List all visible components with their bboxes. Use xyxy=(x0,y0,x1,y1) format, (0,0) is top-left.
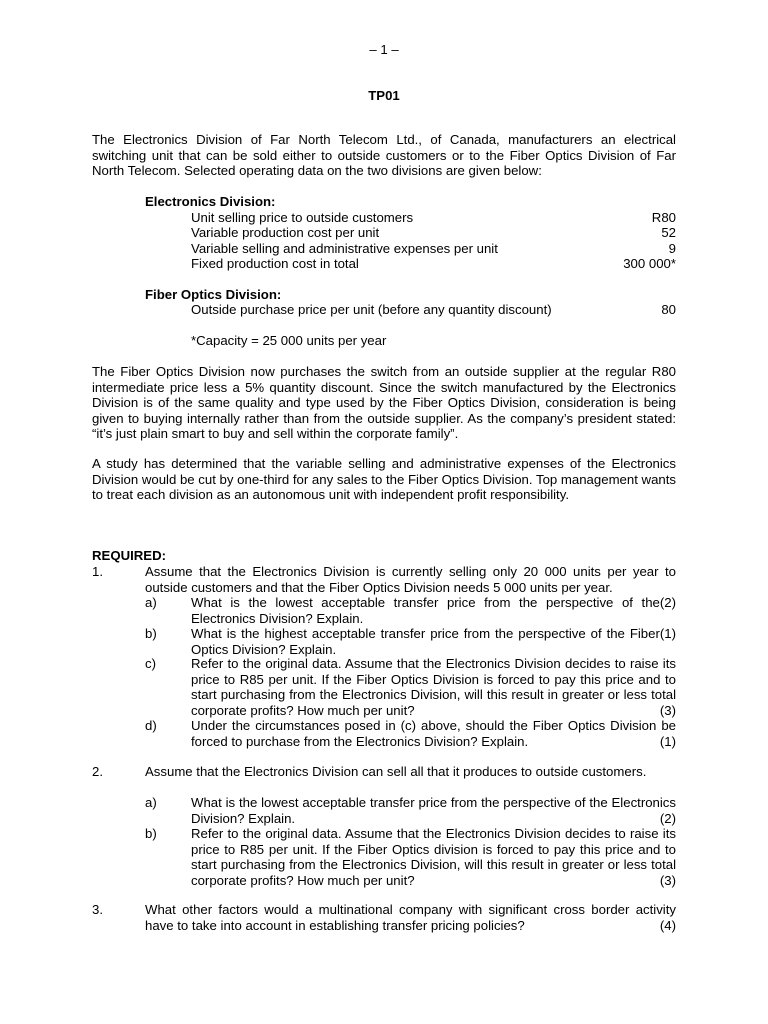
capacity-note: *Capacity = 25 000 units per year xyxy=(191,333,387,348)
part-body xyxy=(191,795,676,826)
row-value: 9 xyxy=(668,241,676,256)
part-marks: (2) xyxy=(659,810,676,826)
part-body xyxy=(191,595,676,626)
row-label: Variable selling and administrative expenses per unit xyxy=(191,241,498,256)
part-letter: d) xyxy=(145,718,157,733)
part-marks: (3) xyxy=(659,872,676,888)
required-heading: REQUIRED: xyxy=(92,548,166,563)
electronics-row xyxy=(191,225,676,241)
row-label: Variable production cost per unit xyxy=(191,225,380,240)
part-letter: a) xyxy=(145,595,157,610)
row-value: 300 000* xyxy=(623,256,676,271)
part-letter: a) xyxy=(145,795,157,810)
question-number: 2. xyxy=(92,764,103,779)
row-label: Outside purchase price per unit (before any quantity discount) xyxy=(191,302,552,317)
part-body xyxy=(191,826,676,888)
fiber-row xyxy=(191,302,676,318)
electronics-heading: Electronics Division: xyxy=(145,194,276,209)
part-marks: (3) xyxy=(659,702,676,718)
part-text: Under the circumstances posed in (c) above, should the Fiber Optics Division be forced to purchase from the Electronics Division? Explain. xyxy=(191,718,676,749)
question-number: 1. xyxy=(92,564,103,579)
part-text: What is the lowest acceptable transfer price from the perspective of the Electronics Division? Explain. xyxy=(191,595,660,626)
question-text-block xyxy=(145,902,676,933)
intro-paragraph: The Electronics Division of Far North Telecom Ltd., of Canada, manufacturers an electrical switching unit that can be sold either to outside customers or to the Fiber Optics Division of Far North Telecom. Selected operating data on the two divisions are given below: xyxy=(92,132,676,178)
part-marks: (1) xyxy=(659,733,676,749)
part-body xyxy=(191,718,676,749)
row-label: Unit selling price to outside customers xyxy=(191,210,414,225)
row-value: 80 xyxy=(661,302,676,317)
part-body xyxy=(191,656,676,718)
part-marks: (1) xyxy=(659,626,676,641)
question-text: Assume that the Electronics Division is currently selling only 20 000 units per year to outside customers and that the Fiber Optics Division needs 5 000 units per year. xyxy=(145,564,676,595)
electronics-row xyxy=(191,241,676,257)
part-text: What is the highest acceptable transfer price from the perspective of the Fiber Optics Division? Explain. xyxy=(191,626,660,657)
part-marks: (2) xyxy=(659,595,676,610)
question-text: What other factors would a multinational company with significant cross border activity have to take into account in establishing transfer pricing policies? xyxy=(145,902,676,933)
part-letter: b) xyxy=(145,826,157,841)
page-number: – 1 – xyxy=(369,42,399,57)
electronics-row xyxy=(191,256,676,272)
fiber-heading: Fiber Optics Division: xyxy=(145,287,282,302)
question-text: Assume that the Electronics Division can sell all that it produces to outside customers. xyxy=(145,764,647,779)
paragraph-2: The Fiber Optics Division now purchases the switch from an outside supplier at the regular R80 intermediate price less a 5% quantity discount. Since the switch manufactured by the Electronics Division is of the same quality and type used by the Fiber Optics Division, consideration is being given to buying internally rather than from the outside supplier. As the company’s president stated: “it’s just plain smart to buy and sell within the corporate family”. xyxy=(92,364,676,441)
part-text: Refer to the original data. Assume that the Electronics Division decides to raise its price to R85 per unit. If the Fiber Optics Division is forced to pay this price and to start purchasing from the Electronics Division, will this result in greater or less total corporate profits? How much per unit? xyxy=(191,656,676,718)
row-label: Fixed production cost in total xyxy=(191,256,359,271)
document-title: TP01 xyxy=(368,88,400,103)
part-text: What is the lowest acceptable transfer price from the perspective of the Electronics Division? Explain. xyxy=(191,795,676,826)
row-value: 52 xyxy=(661,225,676,240)
part-letter: c) xyxy=(145,656,156,671)
part-body xyxy=(191,626,676,657)
part-letter: b) xyxy=(145,626,157,641)
part-text: Refer to the original data. Assume that the Electronics Division decides to raise its price to R85 per unit. If the Fiber Optics division is forced to pay this price and to start purchasing from the Electronics Division, will this result in greater or less total corporate profits? How much per unit? xyxy=(191,826,676,888)
question-marks: (4) xyxy=(659,917,676,933)
row-value: R80 xyxy=(651,210,676,225)
electronics-row xyxy=(191,210,676,226)
paragraph-3: A study has determined that the variable selling and administrative expenses of the Electronics Division would be cut by one-third for any sales to the Fiber Optics Division. Top management wants to treat each division as an autonomous unit with independent profit responsibility. xyxy=(92,456,676,502)
question-number: 3. xyxy=(92,902,103,917)
